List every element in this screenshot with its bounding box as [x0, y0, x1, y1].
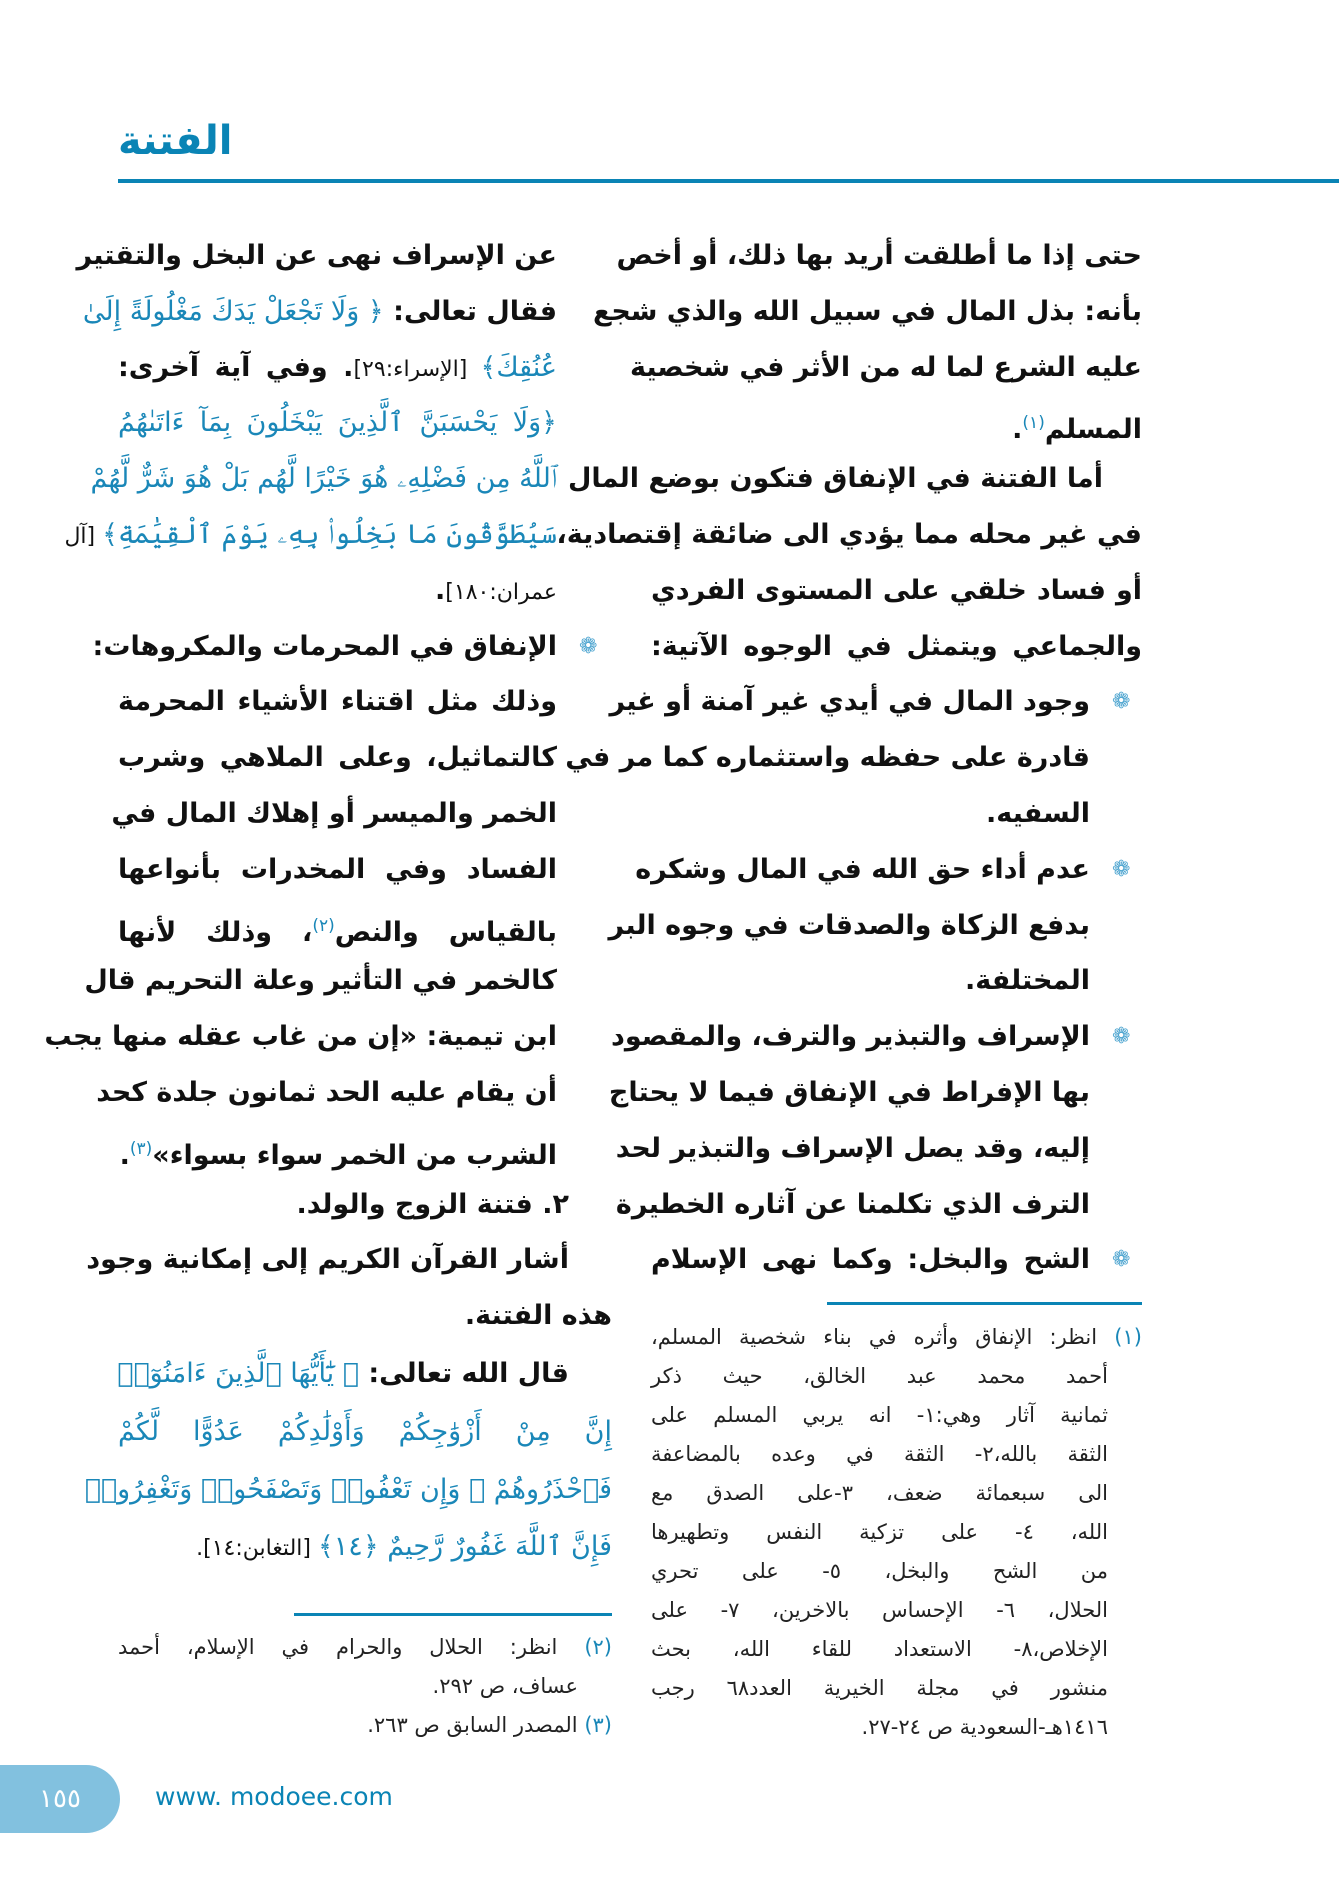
text-segment: عدم أداء حق الله في المال وشكره	[635, 853, 1090, 885]
footnote-text: انظر: الإنفاق وأثره في بناء شخصية المسلم،	[651, 1325, 1098, 1349]
text-segment: الشح والبخل: وكما نهى الإسلام	[651, 1244, 1090, 1276]
footnote-text: الثقة بالله،٢- الثقة في وعده بالمضاعفة	[651, 1442, 1108, 1466]
text-segment: فقال تعالى:	[383, 295, 557, 327]
footnote-number: (٣)	[577, 1713, 612, 1737]
text-segment: بالقياس والنص	[334, 916, 557, 948]
footnote-text: المصدر السابق ص ٢٦٣.	[367, 1713, 578, 1737]
footnote-line	[651, 1669, 1108, 1707]
text-line	[118, 340, 557, 396]
flower-bullet-icon: ❁	[1112, 1247, 1131, 1273]
footnote-ref[interactable]: (٢)	[312, 915, 335, 936]
footnote-separator-left	[294, 1613, 612, 1616]
text-segment: الخمر والميسر أو إهلاك المال في	[111, 798, 557, 829]
text-line	[118, 898, 557, 954]
footnote-line	[651, 1357, 1108, 1395]
quran-verse: إِنَّ مِنْ أَزْوَٰجِكُمْ وَأَوْلَٰدِكُمْ عَدُوًّا لَّكُمْ	[118, 1415, 612, 1447]
text-segment: السفيه.	[986, 798, 1090, 829]
flower-bullet-icon: ❁	[1112, 689, 1131, 715]
text-line	[556, 507, 1142, 563]
text-segment: كالتماثيل، وعلى الملاهي وشرب	[118, 742, 557, 774]
text-segment: الفساد وفي المخدرات بأنواعها	[118, 853, 557, 885]
footnote-line	[651, 1552, 1108, 1590]
footnote-text: الى سبعمائة ضعف، ٣-على الصدق مع	[651, 1481, 1108, 1505]
footnote-line	[118, 1628, 612, 1666]
text-line	[615, 1177, 1090, 1233]
footnote-text: انظر: الحلال والحرام في الإسلام، أحمد	[118, 1635, 558, 1659]
footnote-line	[651, 1513, 1108, 1551]
text-line	[76, 228, 557, 284]
text-segment: وذلك مثل اقتناء الأشياء المحرمة	[118, 686, 557, 718]
text-line	[615, 1121, 1090, 1177]
text-segment: في غير محله مما يؤدي الى ضائقة إقتصادية،	[556, 519, 1142, 550]
text-segment: بها الإفراط في الإنفاق فيما لا يحتاج	[608, 1077, 1090, 1108]
text-segment: .	[119, 1139, 130, 1171]
footnote-text: الإخلاص،٨- الاستعداد للقاء الله، بحث	[651, 1637, 1108, 1661]
quran-verse: فَٱحْذَرُوهُمْ ۚ وَإِن تَعْفُوا۟ وَتَصْفَحُوا۟ وَتَغْفِرُوا۟	[84, 1473, 612, 1505]
text-line	[118, 563, 557, 619]
footnote-separator-right	[827, 1302, 1142, 1305]
text-segment: وجود المال في أيدي غير آمنة أو غير	[609, 686, 1090, 718]
footnote-line	[118, 1667, 578, 1705]
footnote-line	[651, 1318, 1142, 1356]
footnote-text: ثمانية آثار وهي:١- انه يربي المسلم على	[651, 1403, 1108, 1427]
text-line	[118, 730, 557, 786]
text-line	[651, 563, 1142, 619]
text-segment: قال الله تعالى:	[358, 1358, 569, 1389]
text-segment: عن الإسراف نهى عن البخل والتقتير	[76, 240, 557, 271]
quran-verse: عُنُقِكَ﴾	[480, 351, 557, 383]
text-segment: الترف الذي تكلمنا عن آثاره الخطيرة	[615, 1188, 1090, 1220]
text-line	[96, 1065, 557, 1121]
text-line	[611, 1009, 1090, 1065]
text-line	[592, 284, 1142, 340]
quran-verse: ﴿ وَلَا تَجْعَلْ يَدَكَ مَغْلُولَةً إِلَىٰ	[82, 295, 384, 327]
text-segment: هذه الفتنة.	[464, 1300, 612, 1332]
footnote-line	[651, 1708, 1108, 1746]
text-segment: . وفي آية آخرى:	[118, 351, 354, 383]
text-segment: أو فساد خلقي على المستوى الفردي	[651, 574, 1142, 606]
footnote-line	[651, 1630, 1108, 1668]
text-segment: .	[1012, 414, 1023, 446]
text-line	[64, 507, 557, 563]
footnote-line	[651, 1474, 1108, 1512]
text-line	[84, 1462, 612, 1518]
text-line	[84, 953, 557, 1009]
footnote-text: الله، ٤- على تزكية النفس وتطهيرها	[651, 1520, 1108, 1544]
text-segment: إليه، وقد يصل الإسراف والتبذير لحد	[615, 1132, 1090, 1164]
text-line	[651, 786, 1090, 842]
text-segment: قادرة على حفظه واستثماره كما مر في	[565, 742, 1090, 774]
text-line	[568, 451, 1103, 507]
text-line	[565, 730, 1090, 786]
text-segment: ، وذلك لأنها	[118, 916, 313, 948]
footnote-line	[118, 1706, 612, 1744]
verse-reference: [الإسراء:٢٩]	[353, 356, 481, 382]
footnote-text: الحلال، ٦- الإحساس بالاخرين، ٧- على	[651, 1598, 1109, 1622]
text-segment: المسلم	[1044, 414, 1142, 446]
text-segment: المختلفة.	[964, 965, 1090, 997]
text-line	[92, 619, 557, 675]
text-line	[82, 284, 557, 340]
text-line	[44, 1009, 557, 1065]
text-segment: ٢. فتنة الزوج والولد.	[296, 1188, 569, 1220]
text-line	[616, 228, 1142, 284]
page-number: ١٥٥	[0, 1765, 120, 1833]
footnote-text: عساف، ص ٢٩٢.	[432, 1674, 578, 1698]
text-line	[651, 395, 1142, 451]
text-segment: بأنه: بذل المال في سبيل الله والذي شجع	[592, 295, 1142, 327]
text-line	[118, 1288, 612, 1344]
footnote-text: أحمد محمد عبد الخالق، حيث ذكر	[651, 1364, 1108, 1388]
text-line	[118, 395, 557, 451]
text-line	[118, 1346, 569, 1402]
footnote-ref[interactable]: (٣)	[129, 1138, 153, 1159]
quran-verse: ﴿وَلَا يَحْسَبَنَّ ٱلَّذِينَ يَبْخَلُونَ بِمَآ ءَاتَىٰهُمُ	[118, 407, 557, 439]
footnote-text: منشور في مجلة الخيرية العدد٦٨ رجب	[651, 1676, 1109, 1700]
footnote-text: ١٤١٦هـ-السعودية ص ٢٤-٢٧.	[861, 1715, 1108, 1739]
text-line	[86, 1232, 569, 1288]
verse-reference: [آل	[64, 524, 103, 549]
quran-verse: سَيُطَوَّقُونَ مَا بَخِلُوا۟ بِهِۦ يَوْمَ ٱلْقِيَٰمَةِ﴾	[102, 519, 557, 550]
verse-reference: عمران:١٨٠]	[445, 579, 557, 605]
verse-reference: [التغابن:١٤].	[196, 1536, 318, 1562]
text-line	[118, 1519, 612, 1575]
chapter-title: الفتنة	[118, 118, 233, 164]
quran-verse: ﴿ يَٰٓأَيُّهَا ٱلَّذِينَ ءَامَنُوٓا۟	[117, 1358, 359, 1389]
quran-verse: ٱللَّهُ مِن فَضْلِهِۦ هُوَ خَيْرًا لَّهُم بَلْ هُوَ شَرٌّ لَّهُمْ	[90, 463, 557, 495]
footnote-ref[interactable]: (١)	[1022, 413, 1045, 434]
header-rule	[118, 179, 1339, 183]
text-line	[609, 674, 1090, 730]
text-line	[118, 1404, 612, 1460]
text-line	[118, 674, 557, 730]
website-link[interactable]: www. modoee.com	[155, 1782, 393, 1811]
footnote-line	[651, 1591, 1108, 1629]
text-line	[651, 1232, 1090, 1288]
text-line	[651, 953, 1090, 1009]
text-segment: الإنفاق في المحرمات والمكروهات:	[92, 630, 557, 662]
flower-bullet-icon: ❁	[1112, 1024, 1131, 1050]
text-segment: الشرب من الخمر سواء بسواء»	[152, 1139, 557, 1171]
text-line	[651, 619, 1142, 675]
text-line	[608, 898, 1090, 954]
text-segment: أن يقام عليه الحد ثمانون جلدة كحد	[96, 1077, 557, 1108]
flower-bullet-icon: ❁	[579, 633, 598, 659]
footnote-text: من الشح والبخل، ٥- على تحري	[651, 1559, 1108, 1583]
flower-bullet-icon: ❁	[1112, 856, 1131, 882]
text-segment: ابن تيمية: «إن من غاب عقله منها يجب	[44, 1021, 557, 1053]
footnote-line	[651, 1435, 1108, 1473]
quran-verse: فَإِنَّ ٱللَّهَ غَفُورٌ رَّحِيمٌ ﴿١٤﴾	[317, 1531, 612, 1563]
text-line	[111, 786, 557, 842]
text-line	[118, 1177, 569, 1233]
text-segment: بدفع الزكاة والصدقات في وجوه البر	[608, 909, 1090, 941]
footnote-line	[651, 1396, 1108, 1434]
text-line	[635, 842, 1090, 898]
text-line	[118, 1121, 557, 1177]
text-segment: أشار القرآن الكريم إلى إمكانية وجود	[86, 1244, 569, 1276]
text-segment: والجماعي ويتمثل في الوجوه الآتية:	[651, 630, 1142, 662]
text-line	[90, 451, 557, 507]
text-segment: .	[435, 574, 446, 606]
text-line	[118, 842, 557, 898]
text-segment: أما الفتنة في الإنفاق فتكون بوضع المال	[568, 463, 1103, 495]
text-segment: عليه الشرع لما له من الأثر في شخصية	[630, 351, 1142, 383]
footnote-number: (١)	[1097, 1325, 1142, 1349]
text-segment: حتى إذا ما أطلقت أريد بها ذلك، أو أخص	[616, 240, 1142, 271]
text-segment: كالخمر في التأثير وعلة التحريم قال	[84, 965, 557, 997]
text-line	[630, 340, 1142, 396]
text-segment: الإسراف والتبذير والترف، والمقصود	[611, 1021, 1090, 1053]
text-line	[608, 1065, 1090, 1121]
footnote-number: (٢)	[557, 1635, 612, 1659]
